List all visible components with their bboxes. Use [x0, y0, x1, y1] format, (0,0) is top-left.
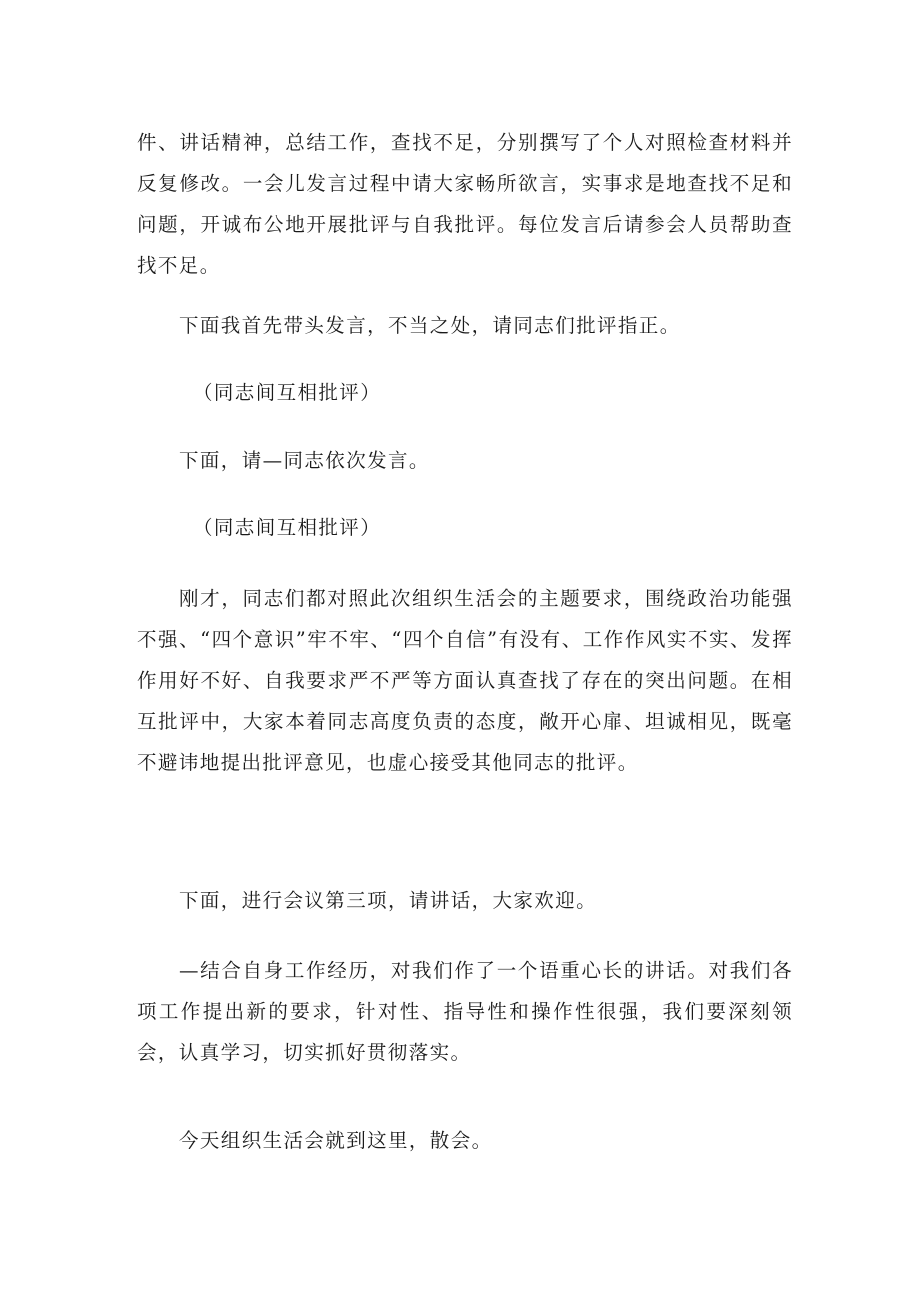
stage-note-mutual-criticism: （同志间互相批评）: [193, 381, 382, 404]
stage-note-mutual-criticism-2: （同志间互相批评）: [193, 516, 382, 539]
paragraph-third-item: 下面，进行会议第三项，请讲话，大家欢迎。: [179, 889, 598, 912]
paragraph-closing: 今天组织生活会就到这里，散会。: [179, 1129, 493, 1152]
paragraph-summary: 刚才，同志们都对照此次组织生活会的主题要求，围绕政治功能强不强、“四个意识”牢不牢、“四个自信”有没有、工作作风实不实、发挥作用好不好、自我要求严不严等方面认真查找了存在的突出问题。在相互批评中，大家本着同志高度负责的态度，敞开心扉、坦诚相见，既毫不避讳地提出批评意见，也虚心接受其他同志的批评。: [137, 587, 793, 774]
paragraph-continuation: 件、讲话精神，总结工作，查找不足，分别撰写了个人对照检查材料并反复修改。一会儿发言过程中请大家畅所欲言，实事求是地查找不足和问题，开诚布公地开展批评与自我批评。每位发言后请参会人员帮助查找不足。: [137, 131, 793, 277]
paragraph-speak-in-turn: 下面，请—同志依次发言。: [179, 449, 430, 472]
paragraph-lead-speech: 下面我首先带头发言，不当之处，请同志们批评指正。: [179, 314, 681, 337]
paragraph-speech-review: —结合自身工作经历，对我们作了一个语重心长的讲话。对我们各项工作提出新的要求，针对性、指导性和操作性很强，我们要深刻领会，认真学习，切实抓好贯彻落实。: [137, 959, 793, 1064]
